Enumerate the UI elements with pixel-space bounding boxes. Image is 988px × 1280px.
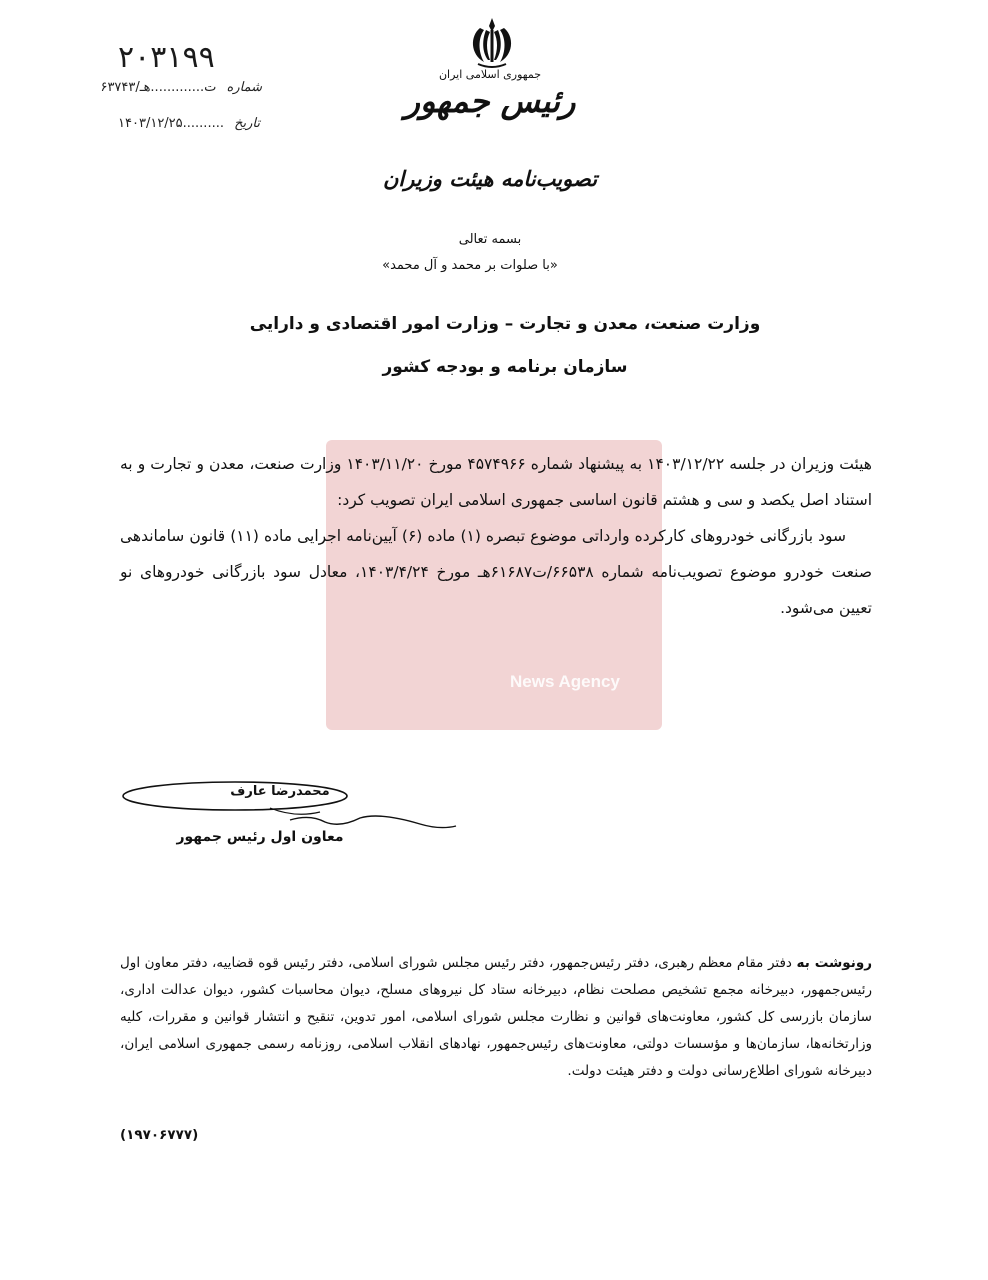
date-label: تاریخ bbox=[234, 116, 260, 131]
letter-date bbox=[50, 116, 260, 131]
copy-to-list bbox=[120, 950, 872, 1085]
tracking-code: (۱۹۷۰۶۷۷۷) bbox=[120, 1127, 199, 1143]
body-paragraph-2: سود بازرگانی خودروهای کارکرده وارداتی موضوع تبصره (۱) ماده (۶) آیین‌نامه اجرایی ماده (۱۱) قانون ساماندهی صنعت خودرو موضوع تصویب‌نامه شماره ۶۶۵۳۸/ت۶۱۶۸۷هـ مورخ ۱۴۰۳/۴/۲۴، معادل سود بازرگانی خودروهای نو تعیین می‌شود. bbox=[120, 527, 872, 617]
recipient-line-2: سازمان برنامه و بودجه کشور bbox=[382, 357, 628, 377]
president-title: رئیس جمهور bbox=[404, 82, 576, 120]
iran-emblem-icon bbox=[462, 14, 522, 70]
copy-label: رونوشت به bbox=[796, 955, 872, 971]
salutation: «با صلوات بر محمد و آل محمد» bbox=[382, 258, 558, 273]
decree-title: تصویب‌نامه هیئت وزیران bbox=[382, 166, 598, 191]
copy-text: دفتر مقام معظم رهبری، دفتر رئیس‌جمهور، دفتر رئیس مجلس شورای اسلامی، دفتر رئیس قوه قضاییه، دفتر معاون اول رئیس‌جمهور، دبیرخانه مجمع تشخیص مصلحت نظام، دبیرخانه ستاد کل نیروهای مسلح، دیوان محاسبات کشور، دیوان عدالت اداری، سازمان بازرسی کل کشور، معاونت‌های قوانین و نظارت مجلس شورای اسلامی، امور تدوین، تنقیح و انتشار قوانین و مقررات، کلیه وزارتخانه‌ها، سازمان‌ها و مؤسسات دولتی، معاونت‌های رئیس‌جمهور، نهادهای انقلاب اسلامی، روزنامه رسمی جمهوری اسلامی ایران، دبیرخانه شورای اطلاع‌رسانی دولت و دفتر هیئت دولت. bbox=[120, 955, 872, 1079]
serial-number: ۲۰۳۱۹۹ bbox=[118, 40, 215, 75]
date-value: ۱۴۰۳/۱۲/۲۵.......... bbox=[118, 116, 224, 131]
decree-body bbox=[120, 446, 872, 626]
number-value: ۶۳۷۴۳/ت.............هـ bbox=[100, 80, 217, 95]
republic-label: جمهوری اسلامی ایران bbox=[438, 68, 542, 81]
letter-number bbox=[22, 80, 262, 95]
basmala: بسمه تعالی bbox=[458, 232, 522, 247]
watermark-text: News Agency bbox=[510, 672, 620, 691]
body-paragraph-1: هیئت وزیران در جلسه ۱۴۰۳/۱۲/۲۲ به پیشنهاد شماره ۴۵۷۴۹۶۶ مورخ ۱۴۰۳/۱۱/۲۰ وزارت صنعت، معدن و تجارت و به استناد اصل یکصد و سی و هشتم قانون اساسی جمهوری اسلامی ایران تصویب کرد: bbox=[120, 455, 872, 509]
number-label: شماره bbox=[226, 80, 262, 95]
recipient-line-1: وزارت صنعت، معدن و تجارت – وزارت امور اقتصادی و دارایی bbox=[249, 314, 761, 334]
signatory-name: محمدرضا عارف bbox=[230, 784, 330, 799]
signatory-title: معاون اول رئیس جمهور bbox=[176, 829, 344, 845]
